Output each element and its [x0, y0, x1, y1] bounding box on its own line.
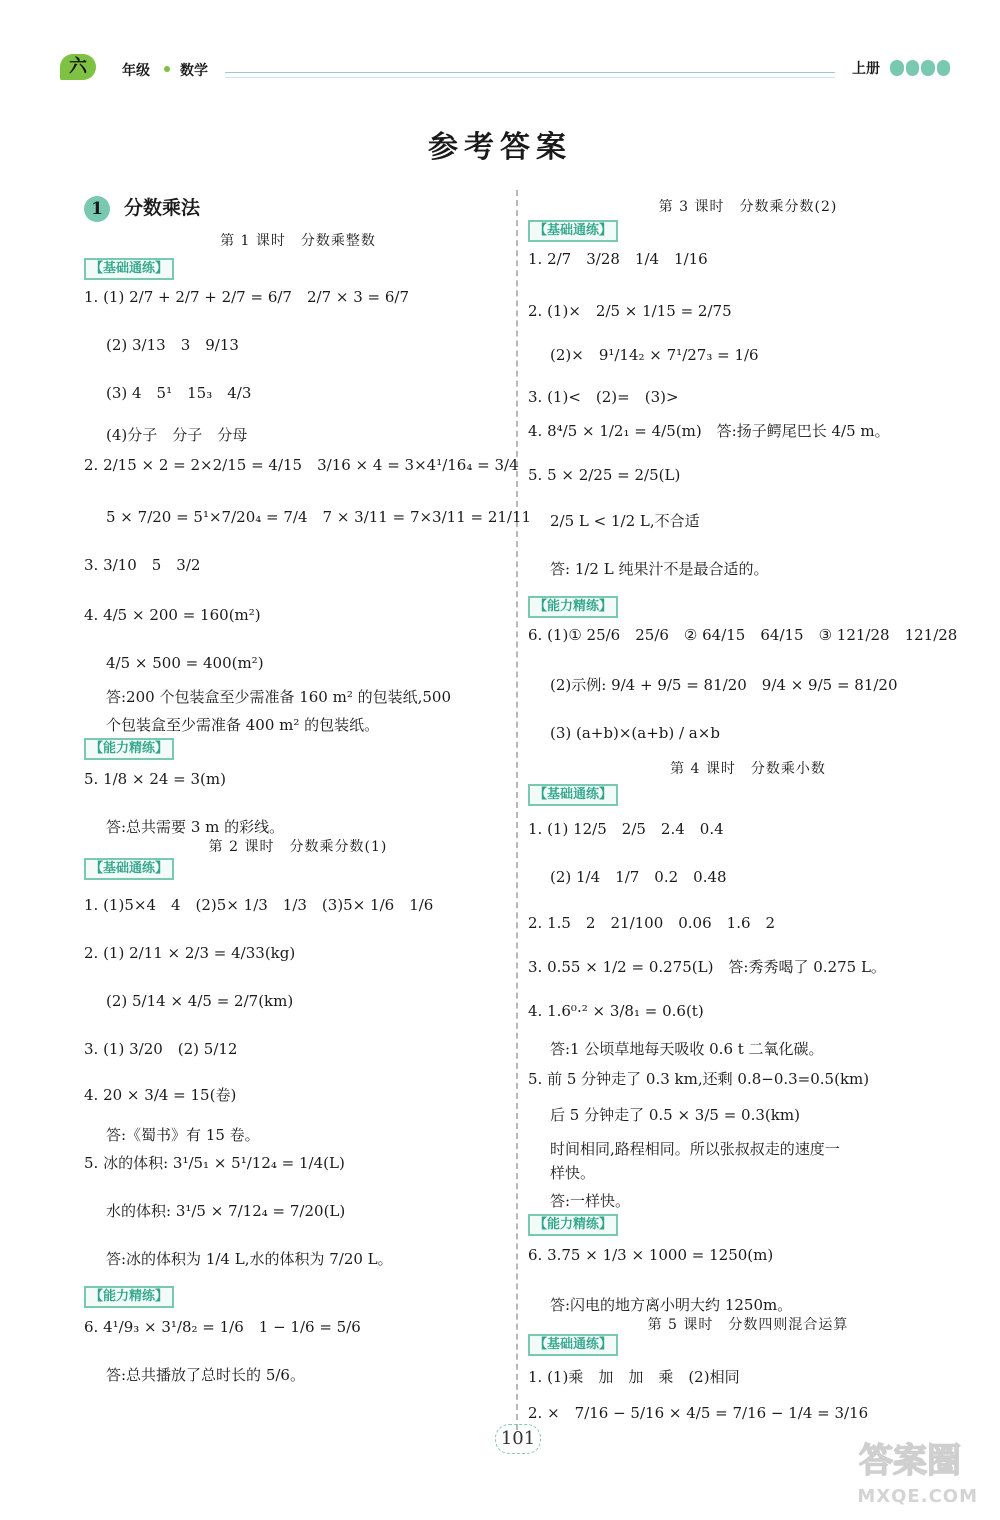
lesson-heading: 第 5 课时 分数四则混合运算 [647, 1317, 849, 1333]
answer-line: 2. 1.5 2 21/100 0.06 1.6 2 [528, 914, 776, 932]
answer-line: 4/5 × 500 = 400(m²) [106, 654, 264, 672]
lesson-heading: 第 3 课时 分数乘分数(2) [658, 199, 838, 215]
practice-tag: 【能力精练】 [84, 1286, 174, 1308]
page-number: 101 [495, 1424, 541, 1454]
watermark-logo-text: 答案圈 [859, 1441, 961, 1481]
page-title: 参考答案 [428, 130, 572, 165]
answer-line: 答:1 公顷草地每天吸收 0.6 t 二氧化碳。 [550, 1040, 824, 1058]
answer-line: (4)分子 分子 分母 [106, 426, 248, 444]
lesson-heading: 第 1 课时 分数乘整数 [220, 233, 376, 249]
practice-tag: 【能力精练】 [528, 596, 618, 618]
answer-line: 1. (1)5×4 4 (2)5× 1/3 1/3 (3)5× 1/6 1/6 [84, 896, 434, 914]
answer-line: 2/5 L < 1/2 L,不合适 [550, 512, 700, 530]
answer-line: 5 × 7/20 = 5¹×7/20₄ = 7/4 7 × 3/11 = 7×3/11 = 21/11 [106, 508, 532, 526]
answer-line: 答: 1/2 L 纯果汁不是最合适的。 [550, 560, 769, 578]
section-title: 分数乘法 [124, 197, 201, 219]
answer-line: 2. 2/15 × 2 = 2×2/15 = 4/15 3/16 × 4 = 3×4¹/16₄ = 3/4 [84, 456, 519, 474]
answer-line: 个包装盒至少需准备 400 m² 的包装纸。 [106, 716, 380, 734]
answer-line: 后 5 分钟走了 0.5 × 3/5 = 0.3(km) [550, 1106, 800, 1124]
answer-line: 水的体积: 3¹/5 × 7/12₄ = 7/20(L) [106, 1202, 346, 1220]
answer-line: 3. 3/10 5 3/2 [84, 556, 201, 574]
practice-tag: 【基础通练】 [84, 858, 174, 880]
answer-line: 4. 20 × 3/4 = 15(卷) [84, 1086, 237, 1104]
answer-line: 答:总共需要 3 m 的彩线。 [106, 818, 285, 836]
answer-line: 答:总共播放了总时长的 5/6。 [106, 1366, 305, 1384]
answer-line: 2. × 7/16 − 5/16 × 4/5 = 7/16 − 1/4 = 3/16 [528, 1404, 869, 1422]
watermark-url: MXQE.COM [857, 1486, 978, 1507]
answer-line: 1. (1) 2/7 + 2/7 + 2/7 = 6/7 2/7 × 3 = 6/7 [84, 288, 410, 306]
practice-tag: 【基础通练】 [528, 220, 618, 242]
lesson-heading: 第 4 课时 分数乘小数 [670, 761, 826, 777]
answer-line: 3. (1)< (2)= (3)> [528, 388, 679, 406]
separator-dot-icon [164, 66, 170, 72]
answer-line: 4. 4/5 × 200 = 160(m²) [84, 606, 261, 624]
answer-line: 5. 1/8 × 24 = 3(m) [84, 770, 226, 788]
watermark-logo [840, 1438, 980, 1482]
answer-line: (2) 1/4 1/7 0.2 0.48 [550, 868, 727, 886]
answer-line: (2)× 9¹/14₂ × 7¹/27₃ = 1/6 [550, 346, 759, 364]
answer-line: 4. 8⁴/5 × 1/2₁ = 4/5(m) 答:扬子鳄尾巴长 4/5 m。 [528, 422, 890, 440]
answer-line: (2) 3/13 3 9/13 [106, 336, 239, 354]
grade-label: 年级 [122, 63, 150, 79]
answer-line: (3) (a+b)×(a+b) / a×b [550, 724, 720, 742]
answer-line: 答:冰的体积为 1/4 L,水的体积为 7/20 L。 [106, 1250, 393, 1268]
grade-badge: 六 [60, 54, 96, 80]
answer-line: 2. (1) 2/11 × 2/3 = 4/33(kg) [84, 944, 296, 962]
answer-line: 2. (1)× 2/5 × 1/15 = 2/75 [528, 302, 732, 320]
volume-label: 上册 [852, 61, 880, 77]
answer-line: 时间相同,路程相同。所以张叔叔走的速度一 [550, 1140, 840, 1158]
answer-line: (3) 4 5¹ 15₃ 4/3 [106, 384, 252, 402]
answer-line: 答:200 个包装盒至少需准备 160 m² 的包装纸,500 [106, 688, 452, 706]
answer-line: 1. 2/7 3/28 1/4 1/16 [528, 250, 708, 268]
answer-line: 答:《蜀书》有 15 卷。 [106, 1126, 260, 1144]
section-number-badge: 1 [84, 196, 110, 222]
column-divider [516, 190, 518, 1430]
answer-line: (2)示例: 9/4 + 9/5 = 81/20 9/4 × 9/5 = 81/20 [550, 676, 898, 694]
answer-line: 答:闪电的地方离小明大约 1250m。 [550, 1296, 793, 1314]
practice-tag: 【能力精练】 [84, 738, 174, 760]
answer-line: 3. (1) 3/20 (2) 5/12 [84, 1040, 238, 1058]
practice-tag: 【能力精练】 [528, 1214, 618, 1236]
answer-line: 4. 1.6⁰·² × 3/8₁ = 0.6(t) [528, 1002, 704, 1020]
answer-line: (2) 5/14 × 4/5 = 2/7(km) [106, 992, 294, 1010]
practice-tag: 【基础通练】 [528, 1334, 618, 1356]
answer-line: 1. (1) 12/5 2/5 2.4 0.4 [528, 820, 724, 838]
practice-tag: 【基础通练】 [84, 258, 174, 280]
answer-line: 答:一样快。 [550, 1192, 631, 1210]
practice-tag: 【基础通练】 [528, 784, 618, 806]
answer-line: 5. 前 5 分钟走了 0.3 km,还剩 0.8−0.3=0.5(km) [528, 1070, 870, 1088]
page-header [60, 52, 950, 86]
header-rule-secondary [225, 77, 835, 78]
answer-line: 3. 0.55 × 1/2 = 0.275(L) 答:秀秀喝了 0.275 L。 [528, 958, 886, 976]
answer-line: 6. 3.75 × 1/3 × 1000 = 1250(m) [528, 1246, 774, 1264]
answer-line: 5. 5 × 2/25 = 2/5(L) [528, 466, 681, 484]
answer-line: 1. (1)乘 加 加 乘 (2)相同 [528, 1368, 740, 1386]
subject-label: 数学 [180, 63, 208, 79]
decorative-dots-icon [890, 60, 950, 76]
answer-line: 6. (1)① 25/6 25/6 ② 64/15 64/15 ③ 121/28 121/28 [528, 626, 958, 644]
header-rule [225, 72, 835, 73]
answer-line: 6. 4¹/9₃ × 3¹/8₂ = 1/6 1 − 1/6 = 5/6 [84, 1318, 361, 1336]
answer-line: 5. 冰的体积: 3¹/5₁ × 5¹/12₄ = 1/4(L) [84, 1154, 345, 1172]
lesson-heading: 第 2 课时 分数乘分数(1) [208, 839, 388, 855]
section-heading [84, 196, 200, 222]
answer-line: 样快。 [550, 1164, 596, 1182]
